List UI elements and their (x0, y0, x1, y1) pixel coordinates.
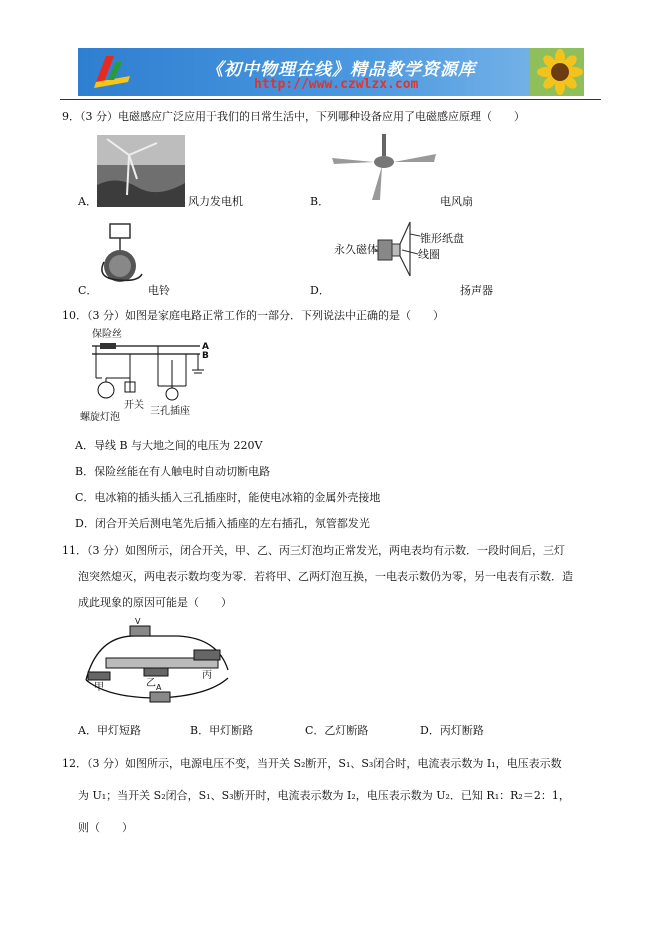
q10-stem: 10．（3 分）如图是家庭电路正常工作的一部分．下列说法中正确的是（ ） (62, 309, 444, 322)
socket-label: 三孔插座 (150, 406, 190, 417)
q11-option-d[interactable]: D．丙灯断路 (420, 724, 484, 737)
three-lamp-circuit-diagram (78, 614, 244, 712)
q12-line-3: 则（ ） (78, 821, 133, 834)
wind-turbine-image (97, 135, 185, 207)
speaker-diagram (330, 218, 470, 278)
q10-option-b[interactable]: B．保险丝能在有人触电时自动切断电路 (75, 465, 271, 478)
q9-option-a-letter[interactable]: A． (78, 195, 97, 208)
q9-stem: 9．（3 分）电磁感应广泛应用于我们的日常生活中，下列哪种设备应用了电磁感应原理（ ） (62, 110, 525, 123)
q11-option-c[interactable]: C．乙灯断路 (305, 724, 369, 737)
wire-b-label: B (202, 351, 209, 361)
q10-option-c[interactable]: C．电冰箱的插头插入三孔插座时，能使电冰箱的金属外壳接地 (75, 491, 381, 504)
q12-line-2: 为 U₁；当开关 S₂闭合，S₁、S₃断开时，电流表示数为 I₂，电压表示数为 U₂．已知 R₁：R₂＝2：1， (78, 789, 570, 802)
speaker-label-coil: 线圈 (418, 248, 440, 261)
bulb-label: 螺旋灯泡 (80, 412, 120, 423)
switch-label: 开关 (124, 400, 144, 411)
banner-title: 《初中物理在线》精品教学资源库 (206, 60, 476, 80)
speaker-label-cone: 锥形纸盘 (420, 232, 464, 245)
household-circuit-diagram (78, 326, 218, 424)
q9-option-b-letter[interactable]: B． (310, 195, 330, 208)
fuse-label: 保险丝 (92, 329, 122, 340)
q9-option-d-caption: 扬声器 (460, 284, 493, 297)
voltmeter-label: V (135, 617, 141, 626)
logo-icon (84, 52, 144, 92)
header-rule (60, 99, 601, 100)
lamp-jia-label: 甲 (94, 682, 104, 693)
q10-option-d[interactable]: D．闭合开关后测电笔先后插入插座的左右插孔，氖管都发光 (75, 517, 370, 530)
sunflower-icon (530, 48, 584, 96)
header-banner (78, 48, 584, 96)
q11-stem-line-1: 11．（3 分）如图所示，闭合开关，甲、乙、丙三灯泡均正常发光，两电表均有示数．一段时间后，三灯 (62, 544, 565, 557)
q9-option-c-letter[interactable]: C． (78, 284, 98, 297)
electric-bell-image (98, 222, 146, 284)
q12-line-1: 12．（3 分）如图所示，电源电压不变，当开关 S₂断开，S₁、S₃闭合时，电流表示数为 I₁，电压表示数 (62, 757, 562, 770)
banner-url[interactable]: http://www.czwlzx.com (254, 77, 419, 92)
speaker-label-magnet: 永久磁体 (334, 243, 378, 256)
q9-option-a-caption: 风力发电机 (188, 195, 243, 208)
ceiling-fan-image (330, 132, 438, 202)
lamp-yi-label: 乙 (146, 678, 156, 689)
q11-stem-line-3: 成此现象的原因可能是（ ） (78, 596, 232, 609)
q9-option-c-caption: 电铃 (148, 284, 170, 297)
lamp-bing-label: 丙 (202, 670, 212, 681)
q10-option-a[interactable]: A．导线 B 与大地之间的电压为 220V (75, 439, 263, 452)
q11-stem-line-2: 泡突然熄灭，两电表示数均变为零．若将甲、乙两灯泡互换，一电表示数仍为零，另一电表有示数．造 (78, 570, 573, 583)
q9-option-b-caption: 电风扇 (440, 195, 473, 208)
wire-a-label: A (202, 342, 209, 352)
q11-option-b[interactable]: B．甲灯断路 (190, 724, 254, 737)
q9-option-d-letter[interactable]: D． (310, 284, 330, 297)
q11-option-a[interactable]: A．甲灯短路 (78, 724, 141, 737)
ammeter-label: A (156, 683, 162, 692)
